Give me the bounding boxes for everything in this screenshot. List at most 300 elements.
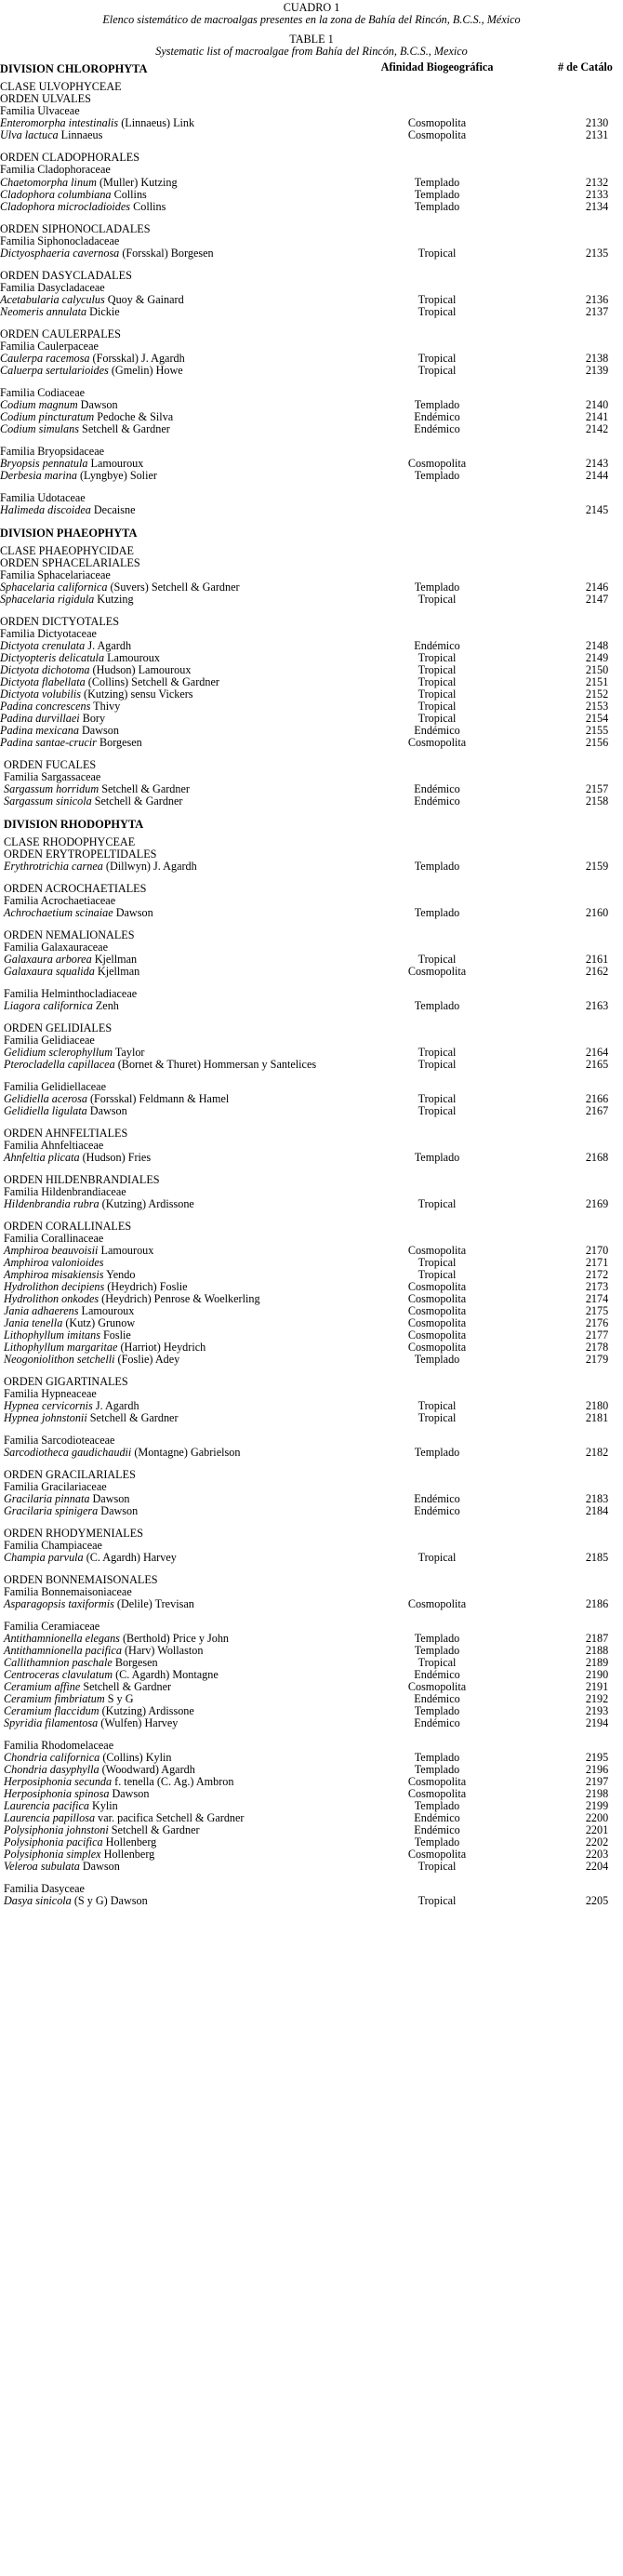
species-authority: Dawson xyxy=(86,1104,127,1117)
catalog-number: 2198 xyxy=(585,1787,609,1800)
biogeographic-affinity: Cosmopolita xyxy=(407,1304,467,1317)
taxon-group-label: ORDEN SIPHONOCLADALES xyxy=(0,222,151,235)
species-name xyxy=(4,1859,120,1874)
species-name xyxy=(4,1445,240,1460)
biogeographic-affinity: Templado xyxy=(414,176,460,189)
biogeographic-affinity: Templado xyxy=(414,1644,460,1657)
species-row xyxy=(0,905,623,920)
species-binomial: Sargassum horridum xyxy=(4,782,99,795)
species-row xyxy=(0,1103,623,1118)
species-authority: (Bornet & Thuret) Hommersan y Santelices xyxy=(114,1058,317,1071)
species-binomial: Centroceras clavulatum xyxy=(4,1668,113,1681)
catalog-number: 2133 xyxy=(585,188,609,201)
catalog-number: 2156 xyxy=(585,736,609,749)
catalog-number: 2193 xyxy=(585,1704,609,1717)
taxon-group-label: Familia Bryopsidaceae xyxy=(0,445,105,458)
species-binomial: Gracilaria pinnata xyxy=(4,1492,90,1505)
taxon-group-label: Familia Rhodomelaceae xyxy=(4,1739,114,1752)
biogeographic-affinity: Tropical xyxy=(418,247,457,260)
biogeographic-affinity: Cosmopolita xyxy=(407,1848,467,1861)
species-authority: (Hudson) Lamouroux xyxy=(89,663,192,676)
species-name xyxy=(0,592,134,607)
species-authority: Dawson xyxy=(113,906,153,919)
biogeographic-affinity: Cosmopolita xyxy=(407,1341,467,1354)
species-authority: Kjellman xyxy=(91,953,138,966)
species-binomial: Veleroa subulata xyxy=(4,1860,80,1873)
species-row xyxy=(0,735,623,750)
catalog-number: 2196 xyxy=(585,1763,609,1776)
catalog-number: 2183 xyxy=(585,1492,609,1505)
biogeographic-affinity: Endémico xyxy=(414,724,460,737)
catalog-number: 2141 xyxy=(585,410,609,423)
species-authority: Hollenberg xyxy=(100,1848,155,1861)
species-authority: (Berthold) Price y John xyxy=(119,1632,230,1645)
species-binomial: Antithamnionella elegans xyxy=(4,1632,120,1645)
species-row xyxy=(0,1893,623,1908)
catalog-number: 2195 xyxy=(585,1751,609,1764)
biogeographic-affinity: Tropical xyxy=(418,663,457,676)
species-authority: S y G xyxy=(104,1692,134,1705)
species-authority: (Woodward) Agardh xyxy=(99,1763,195,1776)
catalog-number: 2138 xyxy=(585,352,609,365)
biogeographic-affinity: Tropical xyxy=(418,1656,457,1669)
species-row xyxy=(0,199,623,214)
taxon-group-label: Familia Gelidiellaceae xyxy=(4,1080,106,1093)
species-row xyxy=(0,1550,623,1565)
species-binomial: Hypnea cervicornis xyxy=(4,1399,93,1412)
species-row xyxy=(0,998,623,1013)
species-authority: (Gmelin) Howe xyxy=(108,364,183,377)
species-authority: Dawson xyxy=(79,1860,120,1873)
species-name xyxy=(4,964,139,979)
catalog-number: 2149 xyxy=(585,651,609,664)
cuadro-label: CUADRO 1 xyxy=(283,1,340,14)
biogeographic-affinity: Cosmopolita xyxy=(407,1280,467,1293)
species-name xyxy=(4,905,153,920)
species-binomial: Sargassum sinicola xyxy=(4,794,92,808)
species-name xyxy=(0,468,157,483)
species-binomial: Padina durvillaei xyxy=(0,712,80,725)
species-row xyxy=(0,1503,623,1518)
taxon-group-label: Familia Hypneaceae xyxy=(4,1387,97,1400)
species-authority: Setchell & Gardner xyxy=(86,1411,179,1424)
biogeographic-affinity: Cosmopolita xyxy=(407,1680,467,1693)
species-authority: Borgesen xyxy=(112,1656,158,1669)
biogeographic-affinity: Templado xyxy=(414,906,460,919)
species-authority: (Heydrich) Penrose & Woelkerling xyxy=(99,1292,260,1305)
biogeographic-affinity: Tropical xyxy=(418,687,457,701)
biogeographic-affinity: Tropical xyxy=(418,293,457,306)
column-header-affinity: Afinidad Biogeográfica xyxy=(380,60,494,73)
catalog-number: 2164 xyxy=(585,1046,609,1059)
species-row xyxy=(0,1596,623,1611)
species-row xyxy=(0,1196,623,1211)
biogeographic-affinity: Cosmopolita xyxy=(407,128,467,141)
taxon-group-label: ORDEN CORALLINALES xyxy=(4,1220,132,1233)
biogeographic-affinity: Templado xyxy=(414,581,460,594)
species-authority: (Kutzing) Ardissone xyxy=(99,1197,194,1210)
species-name xyxy=(4,1196,194,1211)
species-authority: (Kutzing) Ardissone xyxy=(99,1704,194,1717)
species-row xyxy=(0,592,623,607)
catalog-number: 2200 xyxy=(585,1811,609,1824)
species-name xyxy=(4,1596,194,1611)
species-row xyxy=(0,1715,623,1730)
taxon-group-label: ORDEN GRACILARIALES xyxy=(4,1468,136,1481)
biogeographic-affinity: Templado xyxy=(414,200,460,213)
biogeographic-affinity: Templado xyxy=(414,1704,460,1717)
catalog-number: 2157 xyxy=(585,782,609,795)
taxon-group-label: Familia Siphonocladaceae xyxy=(0,234,120,247)
species-binomial: Hypnea johnstonii xyxy=(4,1411,87,1424)
species-authority: (Linnaeus) Link xyxy=(118,116,195,129)
species-binomial: Galaxaura arborea xyxy=(4,953,92,966)
table-label: TABLE 1 xyxy=(289,33,334,46)
taxon-group-label: Familia Galaxauraceae xyxy=(4,941,108,954)
cuadro-title: Elenco sistemático de macroalgas presentes en la zona de Bahía del Rincón, B.C.S., México xyxy=(102,13,521,26)
species-binomial: Acetabularia calyculus xyxy=(0,293,105,306)
species-binomial: Sphacelaria californica xyxy=(0,581,108,594)
division-label: DIVISION CHLOROPHYTA xyxy=(0,62,148,75)
species-authority: Kjellman xyxy=(94,965,140,978)
species-binomial: Polysiphonia simplex xyxy=(4,1848,101,1861)
species-binomial: Sphacelaria rigidula xyxy=(0,593,95,606)
catalog-number: 2169 xyxy=(585,1197,609,1210)
biogeographic-affinity: Endémico xyxy=(414,794,460,808)
catalog-number: 2185 xyxy=(585,1551,609,1564)
species-authority: Dawson xyxy=(78,724,119,737)
catalog-number: 2163 xyxy=(585,999,609,1012)
species-authority: Pedoche & Silva xyxy=(94,410,174,423)
biogeographic-affinity: Templado xyxy=(414,1751,460,1764)
catalog-number: 2151 xyxy=(585,675,609,688)
species-authority: (Muller) Kutzing xyxy=(96,176,178,189)
species-name xyxy=(4,794,183,808)
taxon-group-label: ORDEN ULVALES xyxy=(0,92,91,105)
species-binomial: Cladophora columbiana xyxy=(0,188,112,201)
species-row xyxy=(0,363,623,378)
taxon-group-label: Familia Ceramiaceae xyxy=(4,1620,100,1633)
species-authority: Dawson xyxy=(109,1787,150,1800)
species-binomial: Chondria dasyphylla xyxy=(4,1763,99,1776)
biogeographic-affinity: Tropical xyxy=(418,1092,457,1105)
taxon-group-label: Familia Sarcodioteaceae xyxy=(4,1434,115,1447)
catalog-number: 2199 xyxy=(585,1799,609,1812)
biogeographic-affinity: Templado xyxy=(414,1835,460,1849)
species-row xyxy=(0,859,623,874)
catalog-number: 2175 xyxy=(585,1304,609,1317)
biogeographic-affinity: Cosmopolita xyxy=(407,965,467,978)
catalog-number: 2205 xyxy=(585,1894,609,1907)
biogeographic-affinity: Templado xyxy=(414,188,460,201)
taxon-group-label: Familia Caulerpaceae xyxy=(0,340,99,353)
species-binomial: Codium pincturatum xyxy=(0,410,95,423)
species-authority: Hollenberg xyxy=(102,1835,157,1849)
taxon-group-label: Familia Ulvaceae xyxy=(0,104,80,117)
species-row xyxy=(0,1150,623,1165)
catalog-number: 2143 xyxy=(585,457,609,470)
species-binomial: Padina concrescens xyxy=(0,700,91,713)
species-row xyxy=(0,127,623,142)
species-authority: (C. Agardh) Harvey xyxy=(83,1551,177,1564)
taxon-group-label: Familia Dasycladaceae xyxy=(0,281,105,294)
catalog-number: 2162 xyxy=(585,965,609,978)
species-authority: Lamouroux xyxy=(98,1244,154,1257)
species-binomial: Amphiroa valonioides xyxy=(4,1256,104,1269)
taxon-group-label: Familia Acrochaetiaceae xyxy=(4,894,116,907)
biogeographic-affinity: Tropical xyxy=(418,1399,457,1412)
species-name xyxy=(0,304,120,319)
biogeographic-affinity: Endémico xyxy=(414,1823,460,1836)
species-binomial: Dictyosphaeria cavernosa xyxy=(0,247,120,260)
biogeographic-affinity: Templado xyxy=(414,999,460,1012)
species-binomial: Galaxaura squalida xyxy=(4,965,95,978)
catalog-number: 2203 xyxy=(585,1848,609,1861)
species-name xyxy=(0,246,214,260)
species-authority: (Harriot) Heydrich xyxy=(117,1341,206,1354)
taxon-group-label: ORDEN HILDENBRANDIALES xyxy=(4,1173,160,1186)
biogeographic-affinity: Templado xyxy=(414,469,460,482)
species-binomial: Lithophyllum imitans xyxy=(4,1328,100,1341)
biogeographic-affinity: Templado xyxy=(414,1632,460,1645)
species-binomial: Neomeris annulata xyxy=(0,305,87,318)
species-row xyxy=(0,468,623,483)
biogeographic-affinity: Endémico xyxy=(414,410,460,423)
species-authority: Kylin xyxy=(88,1799,118,1812)
catalog-number: 2137 xyxy=(585,305,609,318)
catalog-number: 2179 xyxy=(585,1353,609,1366)
species-name xyxy=(4,1352,179,1367)
catalog-number: 2197 xyxy=(585,1775,609,1788)
species-binomial: Ulva lactuca xyxy=(0,128,59,141)
biogeographic-affinity: Tropical xyxy=(418,712,457,725)
biogeographic-affinity: Tropical xyxy=(418,1268,457,1281)
species-authority: (Forsskal) J. Agardh xyxy=(89,352,185,365)
species-authority: (Harv) Wollaston xyxy=(121,1644,204,1657)
biogeographic-affinity: Endémico xyxy=(414,1692,460,1705)
division-label: DIVISION PHAEOPHYTA xyxy=(0,527,138,540)
taxon-group-label: Familia Champiaceae xyxy=(4,1539,102,1552)
species-authority: Yendo xyxy=(103,1268,136,1281)
catalog-number: 2172 xyxy=(585,1268,609,1281)
taxon-group-label: Familia Udotaceae xyxy=(0,491,86,504)
species-binomial: Lithophyllum margaritae xyxy=(4,1341,118,1354)
catalog-number: 2147 xyxy=(585,593,609,606)
species-authority: (Heydrich) Foslie xyxy=(104,1280,188,1293)
species-binomial: Antithamnionella pacifica xyxy=(4,1644,122,1657)
species-binomial: Gelidiella ligulata xyxy=(4,1104,87,1117)
species-binomial: Bryopsis pennatula xyxy=(0,457,88,470)
biogeographic-affinity: Templado xyxy=(414,1799,460,1812)
biogeographic-affinity: Tropical xyxy=(418,1197,457,1210)
species-binomial: Caluerpa sertularioides xyxy=(0,364,109,377)
species-binomial: Liagora californica xyxy=(4,999,93,1012)
taxon-group-label: CLASE PHAEOPHYCIDAE xyxy=(0,544,134,557)
biogeographic-affinity: Tropical xyxy=(418,1894,457,1907)
species-row xyxy=(0,304,623,319)
species-authority: Setchell & Gardner xyxy=(80,1680,172,1693)
species-binomial: Spyridia filamentosa xyxy=(4,1716,99,1729)
taxon-group-label: ORDEN AHNFELTIALES xyxy=(4,1127,128,1140)
species-authority: Setchell & Gardner xyxy=(108,1823,200,1836)
biogeographic-affinity: Endémico xyxy=(414,639,460,652)
species-binomial: Codium simulans xyxy=(0,422,79,435)
species-row xyxy=(0,964,623,979)
species-row xyxy=(0,1352,623,1367)
species-row xyxy=(0,1410,623,1425)
taxon-group-label: ORDEN NEMALIONALES xyxy=(4,928,135,941)
species-binomial: Caulerpa racemosa xyxy=(0,352,90,365)
species-binomial: Hydrolithon onkodes xyxy=(4,1292,99,1305)
catalog-number: 2192 xyxy=(585,1692,609,1705)
biogeographic-affinity: Cosmopolita xyxy=(407,116,467,129)
species-authority: Dickie xyxy=(86,305,120,318)
biogeographic-affinity: Templado xyxy=(414,1763,460,1776)
biogeographic-affinity: Tropical xyxy=(418,1046,457,1059)
catalog-number: 2184 xyxy=(585,1504,609,1517)
catalog-number: 2148 xyxy=(585,639,609,652)
biogeographic-affinity: Tropical xyxy=(418,1058,457,1071)
biogeographic-affinity: Cosmopolita xyxy=(407,1787,467,1800)
species-binomial: Derbesia marina xyxy=(0,469,77,482)
catalog-number: 2189 xyxy=(585,1656,609,1669)
catalog-number: 2160 xyxy=(585,906,609,919)
species-authority: Setchell & Gardner xyxy=(99,782,190,795)
biogeographic-affinity: Tropical xyxy=(418,364,457,377)
species-name xyxy=(0,199,166,214)
catalog-number: 2155 xyxy=(585,724,609,737)
division-heading xyxy=(0,817,623,832)
species-binomial: Laurencia pacifica xyxy=(4,1799,89,1812)
species-authority: Zenh xyxy=(92,999,119,1012)
catalog-number: 2144 xyxy=(585,469,609,482)
biogeographic-affinity: Cosmopolita xyxy=(407,1597,467,1610)
species-authority: Lamouroux xyxy=(87,457,144,470)
catalog-number: 2161 xyxy=(585,953,609,966)
catalog-number: 2154 xyxy=(585,712,609,725)
species-row xyxy=(0,421,623,436)
species-name xyxy=(4,1103,127,1118)
division-label: DIVISION RHODOPHYTA xyxy=(4,818,144,831)
species-binomial: Dasya sinicola xyxy=(4,1894,72,1907)
catalog-number: 2140 xyxy=(585,398,609,411)
catalog-number: 2202 xyxy=(585,1835,609,1849)
species-authority: Setchell & Gardner xyxy=(91,794,183,808)
biogeographic-affinity: Tropical xyxy=(418,700,457,713)
species-authority: (Lyngbye) Solier xyxy=(76,469,157,482)
species-authority: Dawson xyxy=(77,398,118,411)
biogeographic-affinity: Tropical xyxy=(418,1551,457,1564)
taxon-group-label: Familia Ahnfeltiaceae xyxy=(4,1139,104,1152)
species-binomial: Padina santae-crucir xyxy=(0,736,97,749)
species-authority: J. Agardh xyxy=(85,639,132,652)
catalog-number: 2188 xyxy=(585,1644,609,1657)
catalog-number: 2134 xyxy=(585,200,609,213)
species-binomial: Cladophora microcladioides xyxy=(0,200,131,213)
catalog-number: 2182 xyxy=(585,1446,609,1459)
catalog-number: 2173 xyxy=(585,1280,609,1293)
catalog-number: 2159 xyxy=(585,860,609,873)
species-authority: Kutzing xyxy=(94,593,134,606)
species-binomial: Asparagopsis taxiformis xyxy=(4,1597,114,1610)
species-binomial: Pterocladella capillacea xyxy=(4,1058,115,1071)
biogeographic-affinity: Endémico xyxy=(414,1492,460,1505)
biogeographic-affinity: Cosmopolita xyxy=(407,736,467,749)
species-authority: Dawson xyxy=(98,1504,139,1517)
catalog-number: 2177 xyxy=(585,1328,609,1341)
biogeographic-affinity: Cosmopolita xyxy=(407,1244,467,1257)
taxon-group-label: Familia Dictyotaceae xyxy=(0,627,97,640)
biogeographic-affinity: Tropical xyxy=(418,1256,457,1269)
biogeographic-affinity: Cosmopolita xyxy=(407,1316,467,1329)
species-authority: Lamouroux xyxy=(104,651,160,664)
species-binomial: Ceramium fimbriatum xyxy=(4,1692,105,1705)
species-binomial: Callithamnion paschale xyxy=(4,1656,113,1669)
species-binomial: Enteromorpha intestinalis xyxy=(0,116,119,129)
species-authority: Foslie xyxy=(99,1328,131,1341)
species-authority: (Kutz) Grunow xyxy=(62,1316,136,1329)
biogeographic-affinity: Cosmopolita xyxy=(407,457,467,470)
taxon-group-label: ORDEN RHODYMENIALES xyxy=(4,1527,143,1540)
catalog-number: 2201 xyxy=(585,1823,609,1836)
catalog-number: 2132 xyxy=(585,176,609,189)
species-authority: (Suvers) Setchell & Gardner xyxy=(107,581,240,594)
catalog-number: 2150 xyxy=(585,663,609,676)
catalog-number: 2166 xyxy=(585,1092,609,1105)
catalog-number: 2190 xyxy=(585,1668,609,1681)
taxon-group-label: Familia Sargassaceae xyxy=(4,770,101,783)
biogeographic-affinity: Cosmopolita xyxy=(407,1328,467,1341)
species-binomial: Ceramium affine xyxy=(4,1680,81,1693)
table-title: Systematic list of macroalgae from Bahía del Rincón, B.C.S., Mexico xyxy=(155,45,468,58)
taxon-group-label: ORDEN GELIDIALES xyxy=(4,1021,113,1034)
catalog-number: 2174 xyxy=(585,1292,609,1305)
species-row xyxy=(0,1859,623,1874)
taxon-group-label: ORDEN SPHACELARIALES xyxy=(0,556,140,569)
taxon-group-label: ORDEN CLADOPHORALES xyxy=(0,151,139,164)
catalog-number: 2165 xyxy=(585,1058,609,1071)
biogeographic-affinity: Tropical xyxy=(418,651,457,664)
taxon-group-label: CLASE ULVOPHYCEAE xyxy=(0,80,122,93)
species-binomial: Dictyota flabellata xyxy=(0,675,86,688)
species-authority: Thivy xyxy=(90,700,121,713)
taxon-group-label: Familia Helminthocladiaceae xyxy=(4,987,138,1000)
species-authority: (C. Agardh) Montagne xyxy=(113,1668,219,1681)
taxon-group-label: ORDEN CAULERPALES xyxy=(0,327,121,340)
catalog-number: 2153 xyxy=(585,700,609,713)
catalog-number: 2178 xyxy=(585,1341,609,1354)
catalog-number: 2176 xyxy=(585,1316,609,1329)
biogeographic-affinity: Endémico xyxy=(414,422,460,435)
species-name xyxy=(0,127,102,142)
species-binomial: Polysiphonia pacifica xyxy=(4,1835,103,1849)
species-binomial: Sarcodiotheca gaudichaudii xyxy=(4,1446,132,1459)
catalog-number: 2181 xyxy=(585,1411,609,1424)
species-authority: Quoy & Gainard xyxy=(104,293,184,306)
species-authority: Bory xyxy=(79,712,106,725)
catalog-number: 2131 xyxy=(585,128,609,141)
catalog-number: 2167 xyxy=(585,1104,609,1117)
taxon-group-label: Familia Corallinaceae xyxy=(4,1232,104,1245)
catalog-number: 2152 xyxy=(585,687,609,701)
species-authority: Decaisne xyxy=(90,503,136,516)
species-authority: (Dillwyn) J. Agardh xyxy=(102,860,197,873)
species-authority: var. pacifica Setchell & Gardner xyxy=(95,1811,245,1824)
species-binomial: Gelidiella acerosa xyxy=(4,1092,87,1105)
species-binomial: Gracilaria spinigera xyxy=(4,1504,99,1517)
species-authority: f. tenella (C. Ag.) Ambron xyxy=(112,1775,234,1788)
division-heading xyxy=(0,61,623,76)
